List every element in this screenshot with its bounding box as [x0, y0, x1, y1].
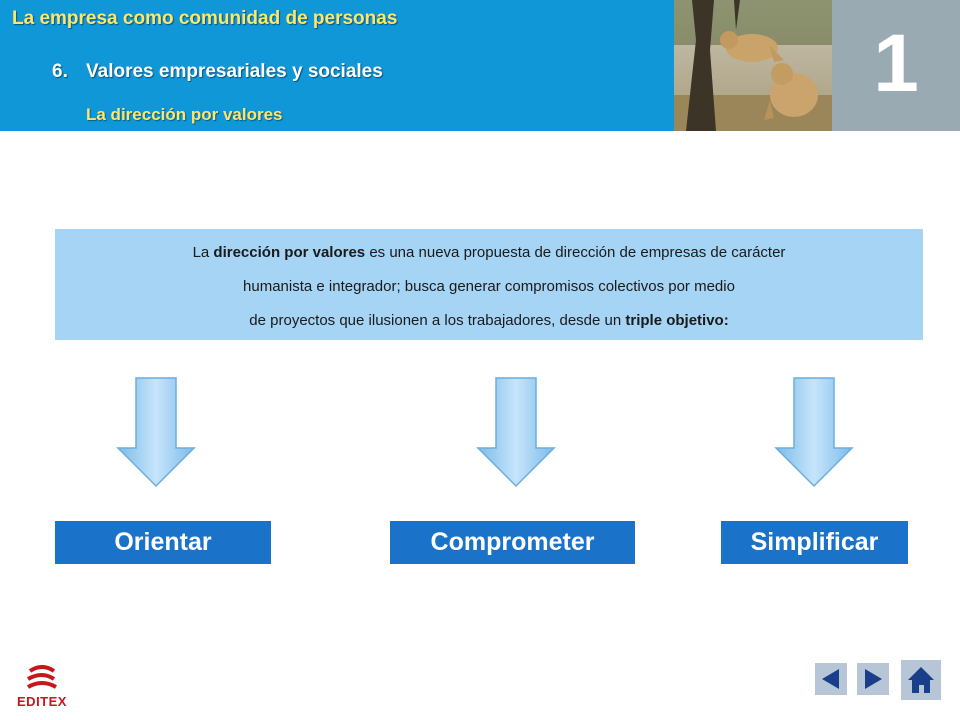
down-arrow-icon [774, 376, 854, 488]
definition-emphasis: triple objetivo: [625, 312, 729, 329]
definition-term: dirección por valores [213, 244, 366, 261]
editex-logo-text: EDITEX [17, 694, 67, 709]
down-arrow-icon [476, 376, 556, 488]
definition-line-1 [55, 244, 923, 261]
objective-comprometer: Comprometer [390, 521, 635, 564]
definition-line-1-suffix: es una nueva propuesta de dirección de empresas de carácter [365, 244, 786, 261]
unit-number: 1 [873, 18, 919, 109]
section-number: 6. [52, 61, 68, 82]
definition-line-1-prefix: La [192, 244, 214, 261]
triangle-left-icon [815, 663, 847, 695]
definition-box [55, 229, 923, 340]
home-button[interactable] [901, 660, 941, 700]
definition-line-3 [55, 312, 923, 329]
section-title: Valores empresariales y sociales [86, 61, 383, 82]
previous-button[interactable] [815, 663, 847, 695]
definition-line-3-prefix: de proyectos que ilusionen a los trabajadores, desde un [249, 312, 626, 329]
lions-photo [674, 0, 832, 131]
down-arrow-icon [116, 376, 196, 488]
section-heading [52, 61, 383, 83]
objective-orientar: Orientar [55, 521, 271, 564]
triangle-right-icon [857, 663, 889, 695]
subsection-title: La dirección por valores [86, 105, 283, 124]
next-button[interactable] [857, 663, 889, 695]
home-icon [901, 660, 941, 700]
page-title: La empresa como comunidad de personas [12, 8, 398, 29]
definition-line-2: humanista e integrador; busca generar compromisos colectivos por medio [243, 278, 735, 295]
unit-number-panel [832, 0, 960, 131]
header-banner [0, 0, 674, 131]
editex-logo-mark-icon [10, 665, 74, 695]
objective-simplificar: Simplificar [721, 521, 908, 564]
editex-logo [10, 665, 74, 711]
